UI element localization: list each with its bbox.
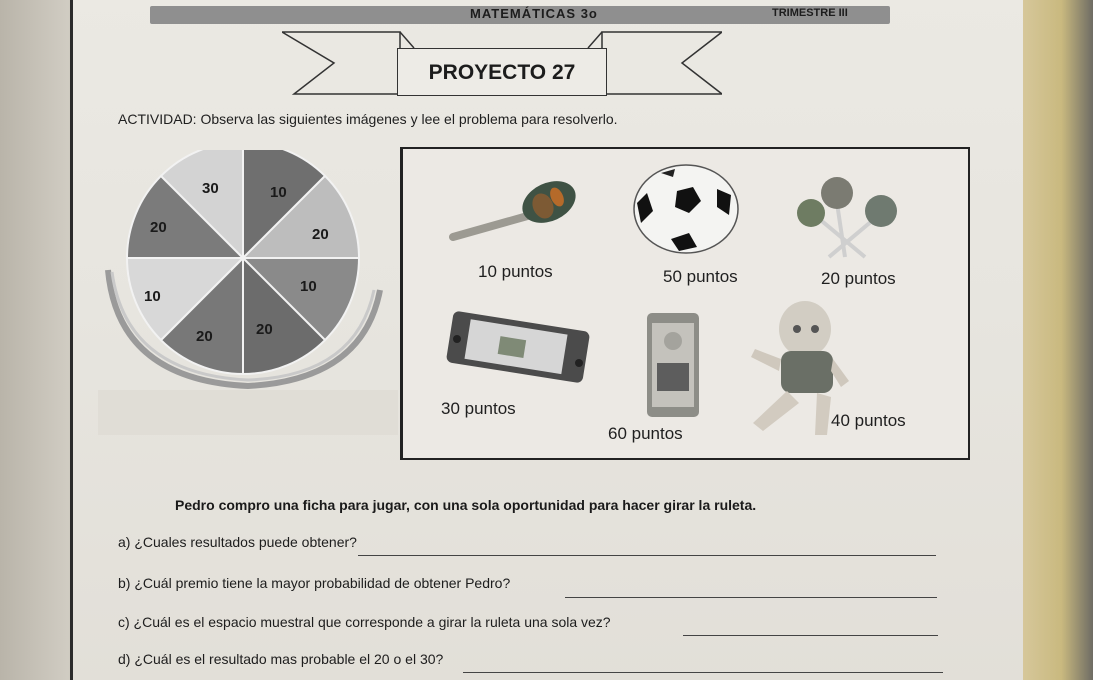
question-a: a) ¿Cuales resultados puede obtener?: [118, 534, 357, 550]
project-title: PROYECTO 27: [397, 48, 607, 96]
wheel-label-20-right: 20: [312, 226, 329, 243]
problem-statement: Pedro compro una ficha para jugar, con una sola oportunidad para hacer girar la ruleta.: [175, 497, 757, 513]
term-label: TRIMESTRE III: [772, 7, 848, 19]
answer-line-a[interactable]: [358, 555, 936, 556]
wheel-label-30: 30: [202, 180, 219, 197]
game-console-icon: [441, 309, 591, 389]
answer-line-b[interactable]: [565, 597, 937, 598]
wheel-label-10-top: 10: [270, 184, 287, 201]
desk-edge: [1023, 0, 1093, 680]
roulette-wheel: [98, 150, 398, 435]
cellphone-icon: [643, 311, 703, 421]
wheel-label-10-right: 10: [300, 278, 317, 295]
prize-points-doll: 40 puntos: [831, 411, 906, 430]
prize-points-maraca: 10 puntos: [478, 262, 553, 281]
question-d: d) ¿Cuál es el resultado mas probable el 20 o el 30?: [118, 651, 444, 667]
lollipops-icon: [793, 173, 903, 265]
activity-instruction: ACTIVIDAD: Observa las siguientes imágenes y lee el problema para resolverlo.: [118, 111, 618, 127]
answer-line-c[interactable]: [683, 635, 938, 636]
prize-points-phone: 60 puntos: [608, 424, 683, 443]
subject-label: MATEMÁTICAS 3o: [470, 6, 598, 21]
question-c: c) ¿Cuál es el espacio muestral que corresponde a girar la ruleta una sola vez?: [118, 614, 611, 630]
wheel-slices: [127, 150, 359, 374]
prize-points-console: 30 puntos: [441, 399, 516, 418]
wheel-label-20-bottom: 20: [196, 328, 213, 345]
prizes-panel: [400, 147, 970, 460]
wheel-label-20-bottom-right: 20: [256, 321, 273, 338]
question-b: b) ¿Cuál premio tiene la mayor probabilidad de obtener Pedro?: [118, 575, 511, 591]
wheel-label-10-left: 10: [144, 288, 161, 305]
roulette-wheel-area: [98, 150, 398, 435]
wheel-label-20-left: 20: [150, 219, 167, 236]
prize-points-ball: 50 puntos: [663, 267, 738, 286]
prize-points-lollipops: 20 puntos: [821, 269, 896, 288]
answer-line-d[interactable]: [463, 672, 943, 673]
soccer-ball-icon: [631, 163, 741, 255]
maraca-icon: [445, 169, 585, 247]
